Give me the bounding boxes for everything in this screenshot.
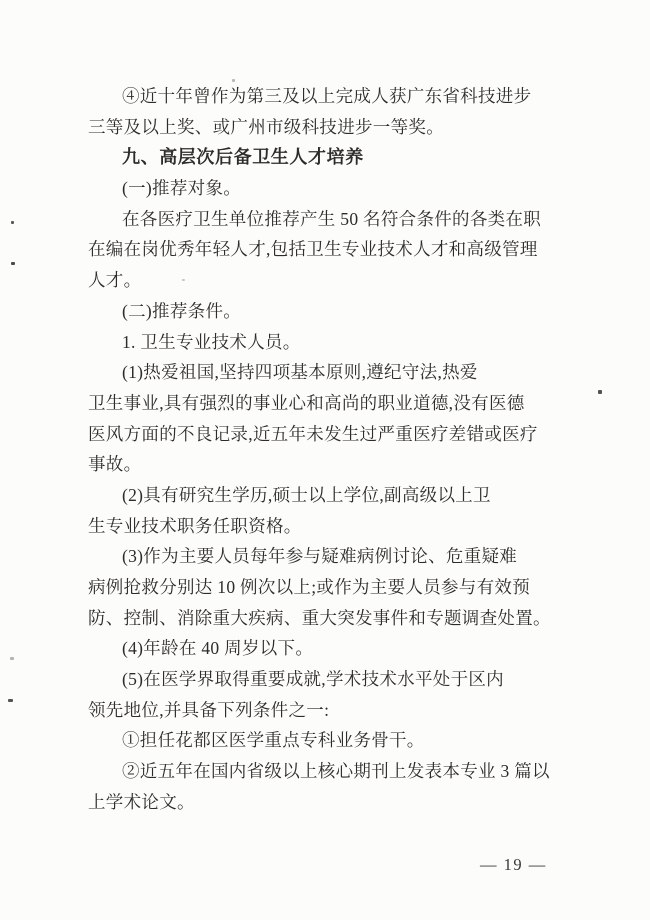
text-line: ②近五年在国内省级以上核心期刊上发表本专业 3 篇以 xyxy=(122,761,550,782)
text-line: (4)年龄在 40 周岁以下。 xyxy=(122,638,314,659)
text-line: 医风方面的不良记录,近五年未发生过严重医疗差错或医疗 xyxy=(88,423,538,444)
text-line: 生专业技术职务任职资格。 xyxy=(88,515,302,536)
text-line: (二)推荐条件。 xyxy=(122,300,242,321)
text-line: ④近十年曾作为第三及以上完成人获广东省科技进步 xyxy=(122,86,532,106)
text-line: 三等及以上奖、或广州市级科技进步一等奖。 xyxy=(88,116,444,137)
scan-speck xyxy=(11,221,14,224)
text-line: 上学术论文。 xyxy=(88,791,195,812)
document-text-block xyxy=(88,81,551,818)
scan-speck xyxy=(8,699,13,702)
text-line: 在编在岗优秀年轻人才,包括卫生专业技术人才和高级管理 xyxy=(88,239,538,260)
text-line: (一)推荐对象。 xyxy=(122,178,242,199)
section-heading: 九、高层次后备卫生人才培养 xyxy=(122,147,364,168)
text-line: 事故。 xyxy=(88,454,142,475)
scan-speck xyxy=(10,657,14,660)
scan-speck xyxy=(182,279,185,281)
text-line: 在各医疗卫生单位推荐产生 50 名符合条件的各类在职 xyxy=(122,208,542,229)
text-line: (3)作为主要人员每年参与疑难病例讨论、危重疑难 xyxy=(122,546,518,567)
text-line: 卫生事业,具有强烈的事业心和高尚的职业道德,没有医德 xyxy=(88,392,525,413)
text-line: 1. 卫生专业技术人员。 xyxy=(122,331,301,352)
scan-speck xyxy=(11,262,15,265)
text-line: ①担任花都区医学重点专科业务骨干。 xyxy=(122,730,425,751)
text-line: 病例抢救分别达 10 例次以上;或作为主要人员参与有效预 xyxy=(88,577,531,597)
text-line: (1)热爱祖国,坚持四项基本原则,遵纪守法,热爱 xyxy=(122,362,478,383)
scan-speck xyxy=(598,390,602,394)
text-line: 领先地位,并具备下列条件之一: xyxy=(88,699,330,720)
scan-speck xyxy=(232,79,235,82)
text-line: 人才。 xyxy=(88,270,142,291)
page-number: — 19 — xyxy=(480,855,547,874)
text-line: (2)具有研究生学历,硕士以上学位,副高级以上卫 xyxy=(122,484,491,505)
text-line: 防、控制、消除重大疾病、重大突发事件和专题调查处置。 xyxy=(88,607,551,628)
text-line: (5)在医学界取得重要成就,学术技术水平处于区内 xyxy=(122,669,504,690)
